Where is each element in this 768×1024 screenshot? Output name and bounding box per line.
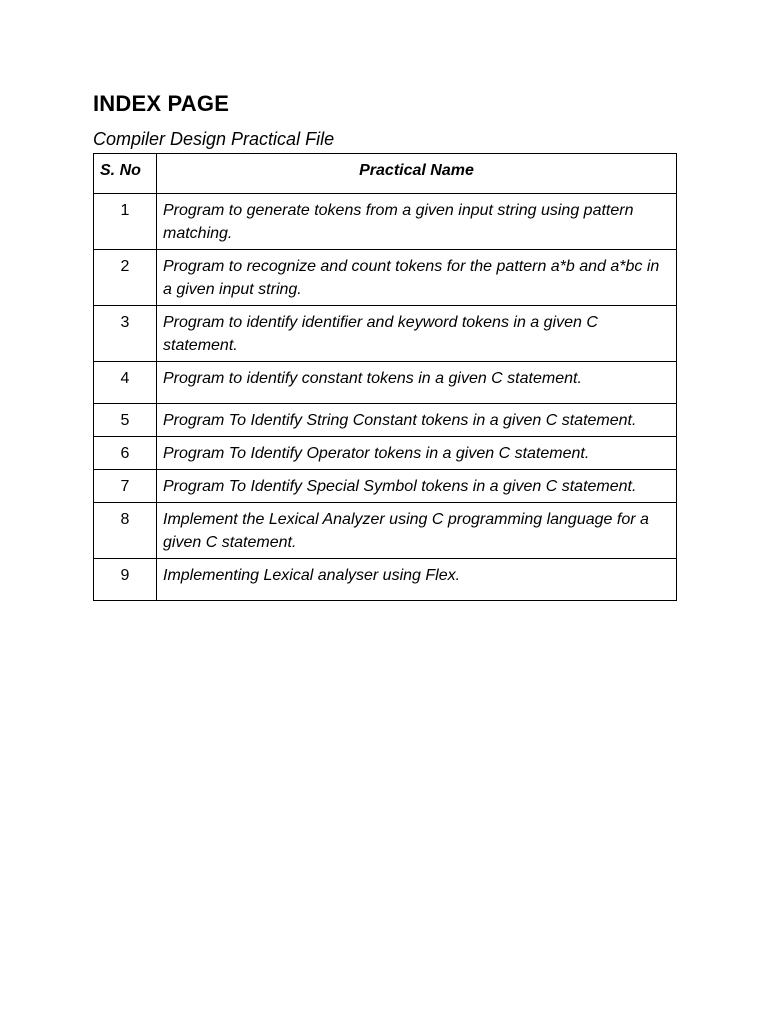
row-practical-name: Implementing Lexical analyser using Flex. bbox=[157, 559, 677, 601]
row-sno: 3 bbox=[94, 306, 157, 362]
row-sno: 1 bbox=[94, 194, 157, 250]
table-row bbox=[94, 437, 677, 470]
table-row bbox=[94, 362, 677, 404]
row-sno: 5 bbox=[94, 404, 157, 437]
row-sno: 8 bbox=[94, 503, 157, 559]
row-sno: 6 bbox=[94, 437, 157, 470]
row-practical-name: Program to identify identifier and keyword tokens in a given C statement. bbox=[157, 306, 677, 362]
row-practical-name: Program To Identify String Constant tokens in a given C statement. bbox=[157, 404, 677, 437]
table-row bbox=[94, 194, 677, 250]
column-header-practical-name: Practical Name bbox=[157, 154, 677, 194]
row-sno: 4 bbox=[94, 362, 157, 404]
row-practical-name: Implement the Lexical Analyzer using C programming language for a given C statement. bbox=[157, 503, 677, 559]
row-practical-name: Program To Identify Operator tokens in a given C statement. bbox=[157, 437, 677, 470]
row-practical-name: Program To Identify Special Symbol tokens in a given C statement. bbox=[157, 470, 677, 503]
table-row bbox=[94, 470, 677, 503]
row-practical-name: Program to recognize and count tokens for the pattern a*b and a*bc in a given input string. bbox=[157, 250, 677, 306]
index-table bbox=[93, 153, 677, 601]
row-practical-name: Program to generate tokens from a given input string using pattern matching. bbox=[157, 194, 677, 250]
table-row bbox=[94, 559, 677, 601]
table-row bbox=[94, 404, 677, 437]
row-practical-name: Program to identify constant tokens in a given C statement. bbox=[157, 362, 677, 404]
document-page bbox=[93, 88, 676, 601]
table-row bbox=[94, 503, 677, 559]
table-row bbox=[94, 250, 677, 306]
row-sno: 2 bbox=[94, 250, 157, 306]
table-header-row bbox=[94, 154, 677, 194]
page-subtitle: Compiler Design Practical File bbox=[93, 129, 335, 149]
column-header-sno: S. No bbox=[94, 154, 157, 194]
row-sno: 9 bbox=[94, 559, 157, 601]
page-title: INDEX PAGE bbox=[93, 91, 230, 116]
table-row bbox=[94, 306, 677, 362]
row-sno: 7 bbox=[94, 470, 157, 503]
